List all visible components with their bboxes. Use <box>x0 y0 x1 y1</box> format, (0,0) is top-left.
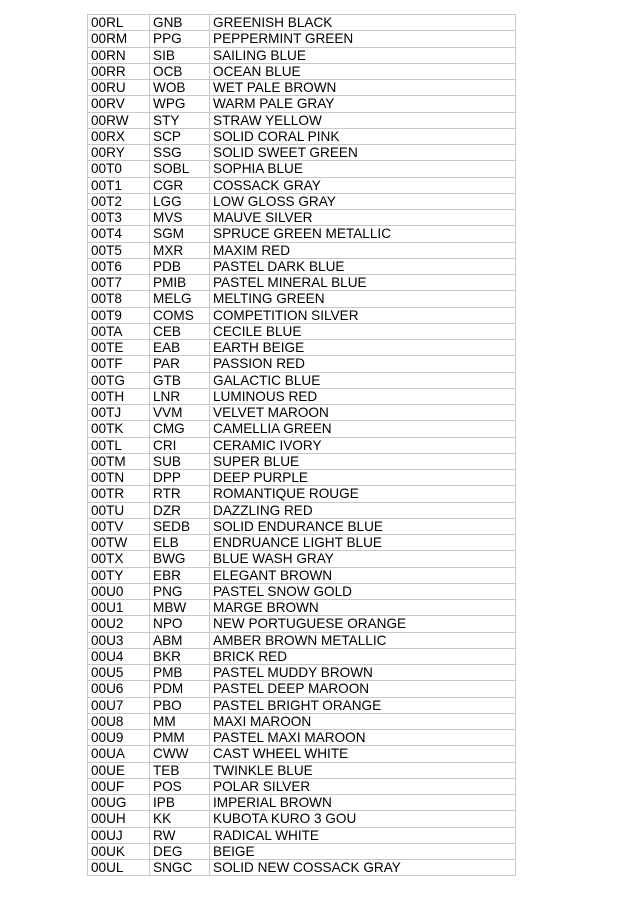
abbreviation-cell: NPO <box>150 616 210 632</box>
color-code-cell: 00RN <box>88 47 150 63</box>
abbreviation-cell: RTR <box>150 486 210 502</box>
table-row <box>88 145 516 161</box>
table-row <box>88 648 516 664</box>
color-code-cell: 00T4 <box>88 226 150 242</box>
color-name-cell: POLAR SILVER <box>210 778 516 794</box>
color-name-cell: MAXIM RED <box>210 242 516 258</box>
table-row <box>88 405 516 421</box>
table-row <box>88 96 516 112</box>
abbreviation-cell: DEG <box>150 843 210 859</box>
color-code-cell: 00U2 <box>88 616 150 632</box>
color-code-cell: 00TJ <box>88 405 150 421</box>
color-name-cell: DAZZLING RED <box>210 502 516 518</box>
table-row <box>88 372 516 388</box>
table-row <box>88 161 516 177</box>
table-row <box>88 551 516 567</box>
abbreviation-cell: LGG <box>150 193 210 209</box>
color-code-cell: 00T0 <box>88 161 150 177</box>
color-name-cell: CAST WHEEL WHITE <box>210 746 516 762</box>
table-row <box>88 746 516 762</box>
color-name-cell: PASSION RED <box>210 356 516 372</box>
table-row <box>88 15 516 31</box>
color-name-cell: MAXI MAROON <box>210 713 516 729</box>
table-row <box>88 80 516 96</box>
color-code-cell: 00U5 <box>88 665 150 681</box>
abbreviation-cell: ELB <box>150 535 210 551</box>
color-code-cell: 00RX <box>88 128 150 144</box>
color-code-cell: 00RL <box>88 15 150 31</box>
color-name-cell: CECILE BLUE <box>210 323 516 339</box>
abbreviation-cell: TEB <box>150 762 210 778</box>
color-name-cell: GALACTIC BLUE <box>210 372 516 388</box>
color-code-cell: 00UF <box>88 778 150 794</box>
color-code-cell: 00TE <box>88 340 150 356</box>
table-row <box>88 291 516 307</box>
abbreviation-cell: EAB <box>150 340 210 356</box>
table-row <box>88 307 516 323</box>
color-name-cell: SOPHIA BLUE <box>210 161 516 177</box>
table-row <box>88 193 516 209</box>
abbreviation-cell: SEDB <box>150 518 210 534</box>
color-name-cell: WARM PALE GRAY <box>210 96 516 112</box>
color-name-cell: TWINKLE BLUE <box>210 762 516 778</box>
color-name-cell: GREENISH BLACK <box>210 15 516 31</box>
color-name-cell: MAUVE SILVER <box>210 210 516 226</box>
table-row <box>88 112 516 128</box>
color-name-cell: STRAW YELLOW <box>210 112 516 128</box>
color-code-cell: 00T8 <box>88 291 150 307</box>
color-name-cell: SAILING BLUE <box>210 47 516 63</box>
abbreviation-cell: MVS <box>150 210 210 226</box>
color-code-cell: 00RW <box>88 112 150 128</box>
abbreviation-cell: SGM <box>150 226 210 242</box>
abbreviation-cell: PMB <box>150 665 210 681</box>
color-name-cell: MARGE BROWN <box>210 600 516 616</box>
color-name-cell: SOLID CORAL PINK <box>210 128 516 144</box>
color-name-cell: KUBOTA KURO 3 GOU <box>210 811 516 827</box>
abbreviation-cell: PBO <box>150 697 210 713</box>
table-row <box>88 47 516 63</box>
color-code-cell: 00TN <box>88 470 150 486</box>
abbreviation-cell: WOB <box>150 80 210 96</box>
color-name-cell: NEW PORTUGUESE ORANGE <box>210 616 516 632</box>
table-row <box>88 795 516 811</box>
color-code-cell: 00UE <box>88 762 150 778</box>
table-row <box>88 63 516 79</box>
color-name-cell: PASTEL BRIGHT ORANGE <box>210 697 516 713</box>
color-code-cell: 00RU <box>88 80 150 96</box>
abbreviation-cell: PNG <box>150 583 210 599</box>
color-code-cell: 00U9 <box>88 730 150 746</box>
table-row <box>88 453 516 469</box>
color-code-cell: 00RY <box>88 145 150 161</box>
table-row <box>88 730 516 746</box>
color-name-cell: SOLID NEW COSSACK GRAY <box>210 860 516 876</box>
color-name-cell: PASTEL DARK BLUE <box>210 258 516 274</box>
table-row <box>88 616 516 632</box>
color-code-cell: 00UL <box>88 860 150 876</box>
abbreviation-cell: COMS <box>150 307 210 323</box>
color-code-cell: 00T5 <box>88 242 150 258</box>
color-code-cell: 00RR <box>88 63 150 79</box>
color-name-cell: OCEAN BLUE <box>210 63 516 79</box>
color-code-cell: 00U8 <box>88 713 150 729</box>
color-name-cell: PASTEL SNOW GOLD <box>210 583 516 599</box>
table-row <box>88 210 516 226</box>
color-name-cell: RADICAL WHITE <box>210 827 516 843</box>
color-code-cell: 00TL <box>88 437 150 453</box>
color-code-cell: 00TW <box>88 535 150 551</box>
table-row <box>88 600 516 616</box>
color-name-cell: LUMINOUS RED <box>210 388 516 404</box>
table-row <box>88 843 516 859</box>
abbreviation-cell: PDB <box>150 258 210 274</box>
abbreviation-cell: CMG <box>150 421 210 437</box>
color-code-cell: 00U3 <box>88 632 150 648</box>
table-row <box>88 811 516 827</box>
table-row <box>88 421 516 437</box>
color-name-cell: MELTING GREEN <box>210 291 516 307</box>
color-code-cell: 00TK <box>88 421 150 437</box>
table-row <box>88 242 516 258</box>
color-code-cell: 00UH <box>88 811 150 827</box>
abbreviation-cell: MBW <box>150 600 210 616</box>
table-row <box>88 535 516 551</box>
color-name-cell: BLUE WASH GRAY <box>210 551 516 567</box>
color-name-cell: PASTEL MAXI MAROON <box>210 730 516 746</box>
color-code-cell: 00UJ <box>88 827 150 843</box>
color-name-cell: COSSACK GRAY <box>210 177 516 193</box>
color-code-cell: 00TY <box>88 567 150 583</box>
table-row <box>88 518 516 534</box>
abbreviation-cell: SIB <box>150 47 210 63</box>
table-row <box>88 128 516 144</box>
color-code-cell: 00U7 <box>88 697 150 713</box>
table-row <box>88 437 516 453</box>
abbreviation-cell: SSG <box>150 145 210 161</box>
table-row <box>88 226 516 242</box>
abbreviation-cell: PAR <box>150 356 210 372</box>
table-row <box>88 697 516 713</box>
color-name-cell: CAMELLIA GREEN <box>210 421 516 437</box>
table-row <box>88 762 516 778</box>
abbreviation-cell: PMM <box>150 730 210 746</box>
abbreviation-cell: CEB <box>150 323 210 339</box>
color-code-cell: 00T7 <box>88 275 150 291</box>
color-code-cell: 00TF <box>88 356 150 372</box>
color-code-table <box>87 14 516 876</box>
color-name-cell: PEPPERMINT GREEN <box>210 31 516 47</box>
abbreviation-cell: SUB <box>150 453 210 469</box>
abbreviation-cell: DPP <box>150 470 210 486</box>
color-code-cell: 00TX <box>88 551 150 567</box>
color-code-cell: 00TV <box>88 518 150 534</box>
color-code-cell: 00TM <box>88 453 150 469</box>
table-row <box>88 177 516 193</box>
color-code-cell: 00T6 <box>88 258 150 274</box>
abbreviation-cell: PPG <box>150 31 210 47</box>
abbreviation-cell: KK <box>150 811 210 827</box>
color-name-cell: ENDRUANCE LIGHT BLUE <box>210 535 516 551</box>
abbreviation-cell: STY <box>150 112 210 128</box>
color-name-cell: SPRUCE GREEN METALLIC <box>210 226 516 242</box>
color-code-cell: 00RV <box>88 96 150 112</box>
table-row <box>88 632 516 648</box>
abbreviation-cell: MELG <box>150 291 210 307</box>
color-code-cell: 00TA <box>88 323 150 339</box>
table-row <box>88 388 516 404</box>
abbreviation-cell: RW <box>150 827 210 843</box>
abbreviation-cell: PMIB <box>150 275 210 291</box>
color-name-cell: SOLID SWEET GREEN <box>210 145 516 161</box>
abbreviation-cell: SCP <box>150 128 210 144</box>
abbreviation-cell: BKR <box>150 648 210 664</box>
abbreviation-cell: PDM <box>150 681 210 697</box>
color-name-cell: PASTEL MUDDY BROWN <box>210 665 516 681</box>
color-name-cell: COMPETITION SILVER <box>210 307 516 323</box>
color-name-cell: ROMANTIQUE ROUGE <box>210 486 516 502</box>
color-name-cell: VELVET MAROON <box>210 405 516 421</box>
abbreviation-cell: SOBL <box>150 161 210 177</box>
color-code-cell: 00RM <box>88 31 150 47</box>
abbreviation-cell: POS <box>150 778 210 794</box>
table-row <box>88 31 516 47</box>
table-row <box>88 470 516 486</box>
color-name-cell: SUPER BLUE <box>210 453 516 469</box>
color-code-cell: 00UK <box>88 843 150 859</box>
abbreviation-cell: GNB <box>150 15 210 31</box>
color-name-cell: AMBER BROWN METALLIC <box>210 632 516 648</box>
color-code-cell: 00TR <box>88 486 150 502</box>
color-code-table-body <box>88 15 516 876</box>
table-row <box>88 275 516 291</box>
color-name-cell: BRICK RED <box>210 648 516 664</box>
abbreviation-cell: BWG <box>150 551 210 567</box>
abbreviation-cell: ABM <box>150 632 210 648</box>
table-row <box>88 340 516 356</box>
abbreviation-cell: CRI <box>150 437 210 453</box>
abbreviation-cell: MXR <box>150 242 210 258</box>
color-code-cell: 00T3 <box>88 210 150 226</box>
color-name-cell: SOLID ENDURANCE BLUE <box>210 518 516 534</box>
abbreviation-cell: CGR <box>150 177 210 193</box>
color-name-cell: LOW GLOSS GRAY <box>210 193 516 209</box>
table-row <box>88 827 516 843</box>
abbreviation-cell: GTB <box>150 372 210 388</box>
table-row <box>88 860 516 876</box>
color-name-cell: PASTEL MINERAL BLUE <box>210 275 516 291</box>
table-row <box>88 713 516 729</box>
color-name-cell: PASTEL DEEP MAROON <box>210 681 516 697</box>
table-row <box>88 323 516 339</box>
abbreviation-cell: OCB <box>150 63 210 79</box>
color-code-cell: 00U4 <box>88 648 150 664</box>
abbreviation-cell: EBR <box>150 567 210 583</box>
color-name-cell: EARTH BEIGE <box>210 340 516 356</box>
color-code-cell: 00TU <box>88 502 150 518</box>
abbreviation-cell: VVM <box>150 405 210 421</box>
color-code-cell: 00UG <box>88 795 150 811</box>
color-code-cell: 00U1 <box>88 600 150 616</box>
color-name-cell: ELEGANT BROWN <box>210 567 516 583</box>
color-code-cell: 00TG <box>88 372 150 388</box>
table-row <box>88 486 516 502</box>
abbreviation-cell: IPB <box>150 795 210 811</box>
color-name-cell: CERAMIC IVORY <box>210 437 516 453</box>
table-row <box>88 665 516 681</box>
color-code-cell: 00T1 <box>88 177 150 193</box>
color-code-cell: 00U6 <box>88 681 150 697</box>
abbreviation-cell: WPG <box>150 96 210 112</box>
table-row <box>88 502 516 518</box>
abbreviation-cell: LNR <box>150 388 210 404</box>
table-row <box>88 681 516 697</box>
color-name-cell: DEEP PURPLE <box>210 470 516 486</box>
color-name-cell: IMPERIAL BROWN <box>210 795 516 811</box>
abbreviation-cell: SNGC <box>150 860 210 876</box>
color-code-cell: 00UA <box>88 746 150 762</box>
color-code-cell: 00U0 <box>88 583 150 599</box>
color-code-cell: 00T2 <box>88 193 150 209</box>
color-code-cell: 00T9 <box>88 307 150 323</box>
abbreviation-cell: CWW <box>150 746 210 762</box>
abbreviation-cell: MM <box>150 713 210 729</box>
abbreviation-cell: DZR <box>150 502 210 518</box>
color-name-cell: WET PALE BROWN <box>210 80 516 96</box>
table-row <box>88 583 516 599</box>
table-row <box>88 258 516 274</box>
table-row <box>88 778 516 794</box>
color-name-cell: BEIGE <box>210 843 516 859</box>
table-row <box>88 567 516 583</box>
color-code-cell: 00TH <box>88 388 150 404</box>
table-row <box>88 356 516 372</box>
